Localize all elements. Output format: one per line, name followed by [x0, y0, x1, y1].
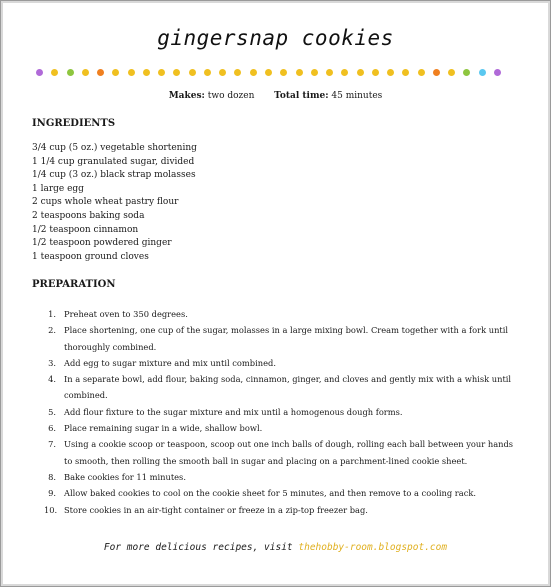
- divider-dot: [479, 69, 486, 76]
- divider-dot: [311, 69, 318, 76]
- step-text: Add flour fixture to the sugar mixture and mix until a homogenous dough forms.: [64, 406, 403, 417]
- step-text: In a separate bowl, add flour, baking soda, cinnamon, ginger, and cloves and gently mix with a whisk until combined.: [64, 374, 512, 401]
- divider-dot: [97, 69, 104, 76]
- divider-dot: [402, 69, 409, 76]
- preparation-steps: [44, 306, 522, 518]
- divider-dot: [341, 69, 348, 76]
- divider-dot: [51, 69, 58, 76]
- divider-dot: [265, 69, 272, 76]
- divider-dot: [82, 69, 89, 76]
- divider-dot: [219, 69, 226, 76]
- step-text: Preheat oven to 350 degrees.: [64, 309, 188, 319]
- divider-dot: [326, 69, 333, 76]
- divider-dot: [204, 69, 211, 76]
- preparation-step: [44, 355, 522, 371]
- step-text: Allow baked cookies to cool on the cookie sheet for 5 minutes, and then remove to a cooling rack.: [64, 488, 477, 499]
- divider-dot: [67, 69, 74, 76]
- divider-dot: [357, 69, 364, 76]
- divider-dot: [372, 69, 379, 76]
- preparation-heading: PREPARATION: [32, 279, 116, 290]
- preparation-step: [44, 436, 522, 469]
- step-number: 10.: [44, 504, 58, 515]
- preparation-step: [44, 420, 522, 436]
- step-number: 2.: [48, 325, 56, 336]
- divider-dot: [418, 69, 425, 76]
- total-time-label: Total time:: [274, 91, 329, 101]
- step-text: Place shortening, one cup of the sugar, molasses in a large mixing bowl. Cream together with a fork until thoroughly combined.: [64, 325, 509, 352]
- divider-dot: [387, 69, 394, 76]
- divider-dot: [234, 69, 241, 76]
- preparation-step: [44, 485, 522, 501]
- divider-dot: [250, 69, 257, 76]
- preparation-step: [44, 404, 522, 420]
- makes-value: two dozen: [207, 91, 255, 101]
- preparation-step: [44, 322, 522, 355]
- total-time-value: 45 minutes: [331, 91, 383, 101]
- step-text: Place remaining sugar in a wide, shallow bowl.: [64, 423, 263, 434]
- divider-dot: [173, 69, 180, 76]
- step-text: Using a cookie scoop or teaspoon, scoop out one inch balls of dough, rolling each ball between your hands to smooth, then rolling the smooth ball in sugar and placing on a parchment-lined cookie sheet.: [64, 439, 514, 466]
- divider-dot: [494, 69, 501, 76]
- step-number: 5.: [48, 406, 56, 417]
- divider-dot: [158, 69, 165, 76]
- recipe-meta: [0, 91, 551, 101]
- ingredient-item: 1/2 teaspoon cinnamon: [32, 224, 139, 235]
- preparation-step: [44, 371, 522, 404]
- divider-dot: [448, 69, 455, 76]
- divider-dot: [433, 69, 440, 76]
- preparation-step: [44, 502, 522, 518]
- preparation-step: [44, 469, 522, 485]
- ingredients-list: [32, 142, 197, 264]
- step-text: Store cookies in an air-tight container or freeze in a zip-top freezer bag.: [64, 504, 368, 515]
- step-number: 1.: [48, 309, 56, 319]
- preparation-step: [44, 306, 522, 322]
- ingredient-item: 1/4 cup (3 oz.) black strap molasses: [32, 170, 196, 181]
- divider-dot: [463, 69, 470, 76]
- divider-dot: [280, 69, 287, 76]
- ingredient-item: 2 teaspoons baking soda: [32, 210, 145, 221]
- divider-dot: [36, 69, 43, 76]
- makes-label: Makes:: [168, 91, 205, 101]
- step-number: 4.: [48, 374, 56, 385]
- step-number: 6.: [48, 423, 56, 434]
- divider-dot: [112, 69, 119, 76]
- step-number: 7.: [48, 439, 56, 450]
- step-number: 9.: [48, 488, 56, 499]
- ingredient-item: 2 cups whole wheat pastry flour: [32, 197, 179, 208]
- ingredient-item: 1 teaspoon ground cloves: [32, 251, 149, 262]
- divider-dot: [128, 69, 135, 76]
- step-number: 8.: [48, 471, 56, 482]
- divider-dot: [143, 69, 150, 76]
- step-text: Add egg to sugar mixture and mix until combined.: [64, 357, 276, 368]
- divider-dot: [296, 69, 303, 76]
- ingredient-item: 1/2 teaspoon powdered ginger: [32, 238, 172, 249]
- recipe-title: gingersnap cookies: [157, 26, 394, 50]
- footer: [0, 542, 551, 553]
- footer-text: For more delicious recipes, visit: [103, 542, 293, 553]
- step-number: 3.: [48, 357, 56, 368]
- blog-link[interactable]: thehobby-room.blogspot.com: [298, 542, 448, 553]
- step-text: Bake cookies for 11 minutes.: [64, 471, 186, 482]
- ingredient-item: 1 large egg: [32, 183, 84, 194]
- ingredient-item: 3/4 cup (5 oz.) vegetable shortening: [32, 143, 197, 153]
- divider-dot: [189, 69, 196, 76]
- ingredients-heading: INGREDIENTS: [32, 118, 116, 129]
- dot-divider: [36, 68, 501, 76]
- ingredient-item: 1 1/4 cup granulated sugar, divided: [32, 156, 195, 167]
